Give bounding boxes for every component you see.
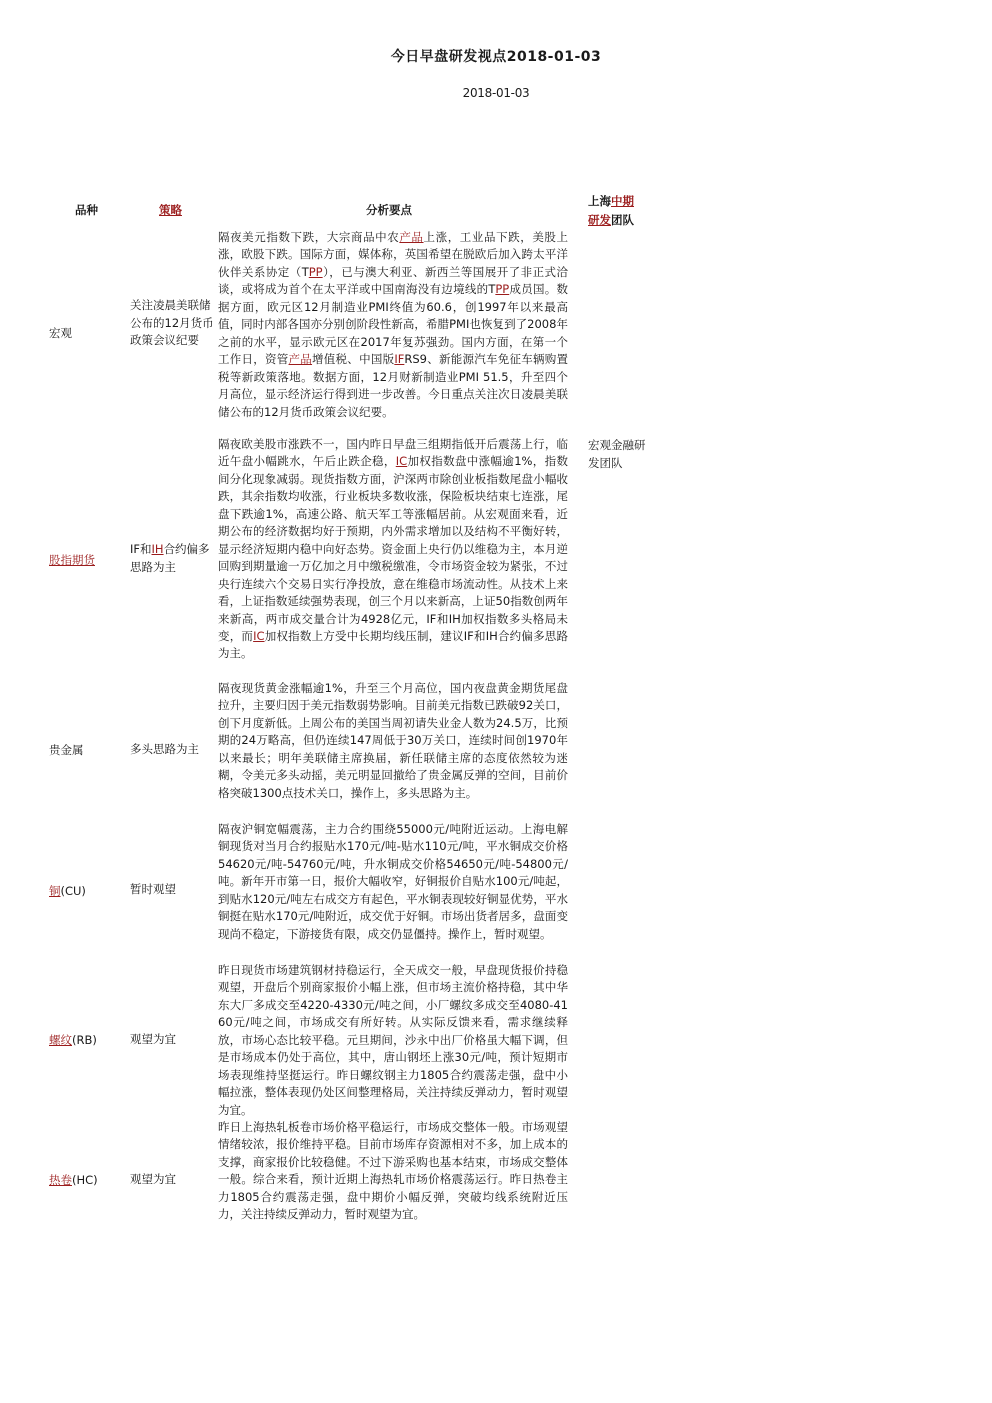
row-index-futures-analysis: 隔夜欧美股市涨跌不一，国内昨日早盘三组期指低开后震荡上行，临近午盘小幅跳水，午后止跌企稳，IC加权指数盘中涨幅逾1%，指数间分化现象减弱。现货指数方面，沪深两市除创业板指数尾盘小幅收跌，其余指数均收涨，行业板块多数收涨，保险板块结束七连涨，尾盘下跌逾1%，高速公路、航天军工等涨幅居前。从宏观面来看，近期公布的经济数据均好于预期，内外需求增加以及结构不平衡好转，显示经济短期内稳中向好态势。资金面上央行仍以维稳为主，本月逆回购到期量逾一万亿加之月中缴税缴准，令市场资金较为紧张，不过央行连续六个交易日实行净投放，意在维稳市场流动性。从技术上来看，上证指数延续强势表现，创三个月以来新高，上证50指数创两年来新高，两市成交量合计为4928亿元，IF和IH加权指数多头格局未变，而IC加权指数上方受中长期均线压制，建议IF和IH合约偏多思路为主。 (218, 437, 568, 661)
header-strategy-link[interactable]: 策略 (159, 203, 182, 217)
link-ic[interactable]: IC (253, 628, 265, 643)
row-macro-strategy: 关注凌晨美联储公布的12月货币政策会议纪要 (130, 298, 214, 347)
row-rebar-category: 螺纹(RB) (49, 1033, 97, 1047)
row-macro-analysis: 隔夜美元指数下跌，大宗商品中农产品上涨，工业品下跌，美股上涨，欧股下跌。国际方面，媒体称，英国希望在脱欧后加入跨太平洋伙伴关系协定（TPP），已与澳大利亚、新西兰等国展开了非正式洽谈，或将成为首个在太平洋或中国南海没有边境线的TPP成员国。数据方面，欧元区12月制造业PMI终值为60.6，创1997年以来最高值，同时内部各国亦分别创阶段性新高，希腊PMI也恢复到了2008年之前的水平，显示欧元区在2017年复苏强劲。国内方面，在第一个工作日，资管产品增值税、中国版IFRS9、新能源汽车免征车辆购置税等新政策落地。数据方面，12月财新制造业PMI 51.5，升至四个月高位，显示经济运行得到进一步改善。今日重点关注次日凌晨美联储公布的12月货币政策会议纪要。 (218, 230, 569, 419)
link-rebar[interactable]: 螺纹 (49, 1033, 72, 1047)
link-tpp[interactable]: PP (495, 282, 510, 297)
row-rebar-analysis: 昨日现货市场建筑钢材持稳运行，全天成交一般，早盘现货报价持稳观望，开盘后个别商家报价小幅上涨，但市场主流价格持稳，其中华东大厂多成交至4220-4330元/吨之间，小厂螺纹多成交至4080-4160元/吨之间，市场成交有所好转。从实际反馈来看，需求继续释放，市场心态比较平稳。元旦期间，沙永中出厂价格虽大幅下调，但是市场成本仍处于高位，其中，唐山钢坯上涨30元/吨，预计短期市场表现维持坚挺运行。昨日螺纹钢主力1805合约震荡走强，盘中小幅拉涨，整体表现仍处区间整理格局，关注持续反弹动力，暂时观望为宜。 (218, 963, 568, 1117)
link-if[interactable]: IF (394, 352, 405, 367)
row-hot-coil-analysis: 昨日上海热轧板卷市场价格平稳运行，市场成交整体一般。市场观望情绪较浓，报价维持平稳。目前市场库存资源相对不多，加上成本的支撑，商家报价比较稳健。不过下游采购也基本结束，市场成交整体一般。综合来看，预计近期上海热轧市场价格震荡运行。昨日热卷主力1805合约震荡走强，盘中期价小幅反弹，突破均线系统附近压力，关注持续反弹动力，暂时观望为宜。 (218, 1120, 568, 1222)
link-ic[interactable]: IC (395, 454, 408, 469)
row-index-futures-category-link[interactable]: 股指期货 (49, 553, 95, 567)
report-date: 2018-01-03 (462, 86, 530, 100)
header-team (588, 192, 648, 230)
row-hot-coil-category: 热卷(HC) (49, 1173, 98, 1187)
link-chanpin[interactable]: 产品 (288, 352, 313, 367)
header-team-link-yanfa[interactable]: 研发 (588, 213, 611, 227)
row-precious-metals-strategy: 多头思路为主 (130, 742, 199, 756)
row-copper-category: 铜(CU) (49, 884, 86, 898)
team-value: 宏观金融研发团队 (588, 438, 646, 470)
header-team-prefix: 上海 (588, 194, 611, 208)
link-copper[interactable]: 铜 (49, 884, 61, 898)
link-ih[interactable]: IH (151, 542, 164, 556)
row-rebar-strategy: 观望为宜 (130, 1032, 176, 1046)
header-variety: 品种 (75, 203, 98, 217)
row-index-futures-strategy: IF和IH合约偏多思路为主 (130, 542, 210, 574)
row-copper-analysis: 隔夜沪铜宽幅震荡，主力合约围绕55000元/吨附近运动。上海电解铜现货对当月合约报贴水170元/吨-贴水110元/吨，平水铜成交价格54620元/吨-54760元/吨，升水铜成交价格54650元/吨-54800元/吨。新年开市第一日，报价大幅收窄，好铜报价自贴水100元/吨起，到贴水120元/吨左右成交方有起色，平水铜表现较好铜显优势，平水铜挺在贴水170元/吨附近，成交优于好铜。市场出货者居多，盘面变现尚不稳定，下游接货有限，成交仍显僵持。操作上，暂时观望。 (218, 822, 568, 941)
header-team-suffix: 团队 (611, 213, 634, 227)
row-macro-category: 宏观 (49, 326, 72, 340)
row-precious-metals-analysis: 隔夜现货黄金涨幅逾1%，升至三个月高位，国内夜盘黄金期货尾盘拉升，主要归因于美元指数弱势影响。目前美元指数已跌破92关口，创下月度新低。上周公布的美国当周初请失业金人数为24.5万，比预期的24万略高，但仍连续147周低于30万关口，连续时间创1970年以来最长；明年美联储主席换届，新任联储主席的态度依然较为迷糊，令美元多头动摇，美元明显回撤给了贵金属反弹的空间，目前价格突破1300点技术关口，操作上，多头思路为主。 (218, 681, 568, 800)
row-hot-coil-strategy: 观望为宜 (130, 1172, 176, 1186)
row-precious-metals-category: 贵金属 (49, 743, 84, 757)
link-hot-coil[interactable]: 热卷 (49, 1173, 72, 1187)
header-analysis: 分析要点 (366, 203, 412, 217)
link-tpp[interactable]: PP (308, 264, 323, 279)
page-title: 今日早盘研发视点2018-01-03 (390, 49, 602, 65)
row-copper-strategy: 暂时观望 (130, 882, 176, 896)
link-chanpin[interactable]: 产品 (399, 230, 424, 244)
header-team-link-qihuo[interactable]: 中期 (611, 194, 634, 208)
